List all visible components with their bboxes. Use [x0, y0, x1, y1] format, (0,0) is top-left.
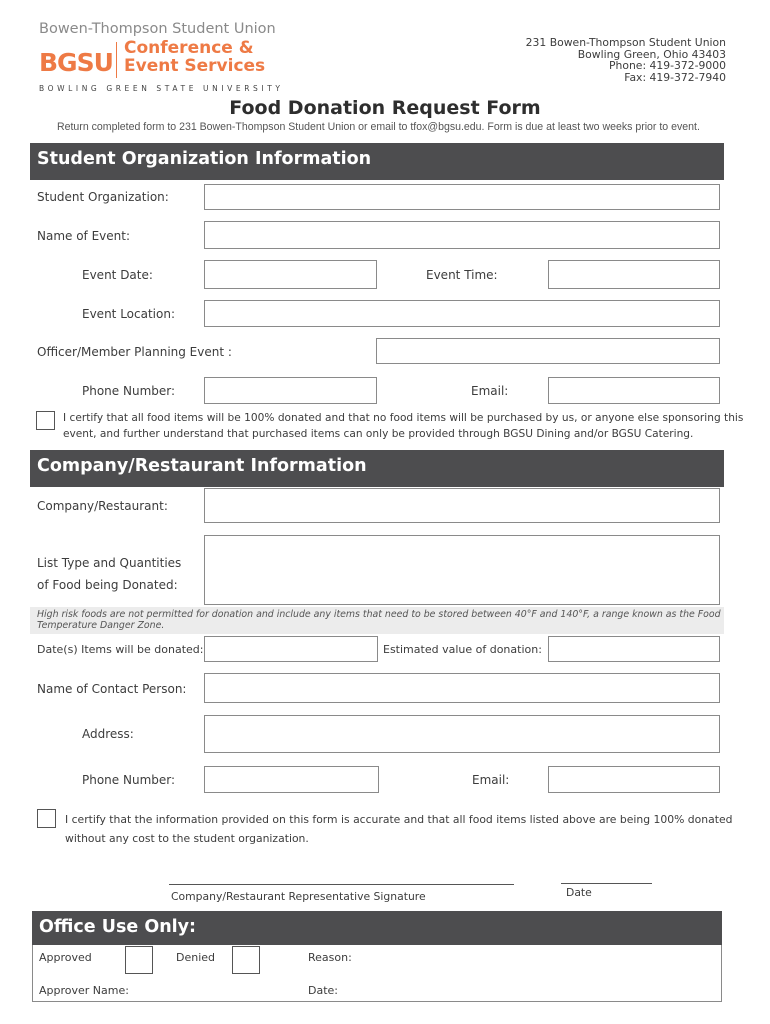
denied-label: Denied — [176, 951, 216, 964]
dept-name-line1: Conference & — [124, 38, 254, 58]
donation-dates-field[interactable] — [204, 636, 378, 662]
approved-label: Approved — [39, 951, 92, 964]
donation-dates-label: Date(s) Items will be donated: — [37, 643, 204, 656]
contact-person-label: Name of Contact Person: — [37, 682, 187, 696]
university-name: BOWLING GREEN STATE UNIVERSITY — [39, 84, 284, 93]
org-certify-line1: I certify that all food items will be 100% donated and that no food items will be purchased by us, or anyone else sponsoring this — [63, 412, 744, 424]
denied-checkbox[interactable] — [232, 946, 260, 974]
company-email-label: Email: — [472, 773, 510, 787]
form-title: Food Donation Request Form — [229, 97, 541, 119]
student-org-field[interactable] — [204, 184, 720, 210]
student-org-label: Student Organization: — [37, 190, 169, 204]
address-line1: 231 Bowen-Thompson Student Union — [525, 36, 726, 49]
approver-name-label: Approver Name: — [39, 984, 129, 997]
company-certify-line2: without any cost to the student organization. — [65, 832, 309, 845]
signature-line — [169, 884, 514, 885]
contact-person-field[interactable] — [204, 673, 720, 703]
event-name-label: Name of Event: — [37, 229, 131, 243]
food-list-field[interactable] — [204, 535, 720, 605]
high-risk-note-line1: High risk foods are not permitted for donation and include any items that need to be stored between 40°F and 140°F, a range known as the Food — [37, 609, 721, 620]
section-company-header: Company/Restaurant Information — [30, 450, 724, 487]
company-certify-checkbox[interactable] — [37, 809, 56, 828]
company-email-field[interactable] — [548, 766, 720, 793]
dept-name-line2: Event Services — [124, 56, 266, 76]
address-line2: Bowling Green, Ohio 43403 — [577, 47, 726, 61]
section-student-org-header: Student Organization Information — [30, 143, 724, 180]
event-location-label: Event Location: — [82, 307, 175, 321]
high-risk-note-line2: Temperature Danger Zone. — [37, 620, 165, 631]
office-use-header: Office Use Only: — [32, 911, 722, 945]
event-time-label: Event Time: — [426, 268, 498, 282]
org-phone-field[interactable] — [204, 377, 377, 404]
office-date-label: Date: — [308, 984, 338, 997]
union-name: Bowen-Thompson Student Union — [39, 21, 276, 37]
donation-value-label: Estimated value of donation: — [383, 643, 542, 656]
event-name-field[interactable] — [204, 221, 720, 249]
food-list-label — [37, 552, 181, 596]
approved-checkbox[interactable] — [125, 946, 153, 974]
high-risk-note — [30, 607, 724, 634]
bgsu-logo: BGSU — [39, 48, 113, 77]
company-address-field[interactable] — [204, 715, 720, 753]
company-field[interactable] — [204, 488, 720, 523]
company-certify-line1: I certify that the information provided on this form is accurate and that all food items listed above are being 100% donated — [65, 813, 733, 826]
office-address — [526, 37, 726, 83]
donation-value-field[interactable] — [548, 636, 720, 662]
logo-divider — [116, 42, 117, 78]
org-certify-line2: event, and further understand that purchased items can only be provided through BGSU Dining and/or BGSU Catering. — [63, 428, 694, 440]
company-label: Company/Restaurant: — [37, 499, 168, 513]
officer-field[interactable] — [376, 338, 720, 364]
reason-label: Reason: — [308, 951, 352, 964]
event-location-field[interactable] — [204, 300, 720, 327]
org-email-field[interactable] — [548, 377, 720, 404]
address-fax: Fax: 419-372-7940 — [624, 70, 726, 84]
org-phone-label: Phone Number: — [82, 384, 176, 398]
org-certify-text — [63, 410, 744, 442]
org-email-label: Email: — [471, 384, 509, 398]
org-certify-checkbox[interactable] — [36, 411, 55, 430]
officer-label: Officer/Member Planning Event : — [37, 345, 232, 359]
date-line — [561, 883, 652, 884]
event-date-field[interactable] — [204, 260, 377, 289]
food-list-label-line1: List Type and Quantities — [37, 556, 182, 570]
company-phone-label: Phone Number: — [82, 773, 176, 787]
date-label: Date — [566, 886, 592, 899]
event-date-label: Event Date: — [82, 268, 153, 282]
event-time-field[interactable] — [548, 260, 720, 289]
signature-label: Company/Restaurant Representative Signature — [171, 890, 426, 903]
address-phone: Phone: 419-372-9000 — [609, 59, 726, 72]
company-certify-text — [65, 810, 733, 848]
company-phone-field[interactable] — [204, 766, 379, 793]
company-address-label: Address: — [82, 727, 134, 741]
form-instructions: Return completed form to 231 Bowen-Thompson Student Union or email to tfox@bgsu.edu. Form is due at least two weeks prior to event. — [57, 121, 700, 133]
food-list-label-line2: of Food being Donated: — [37, 578, 178, 592]
